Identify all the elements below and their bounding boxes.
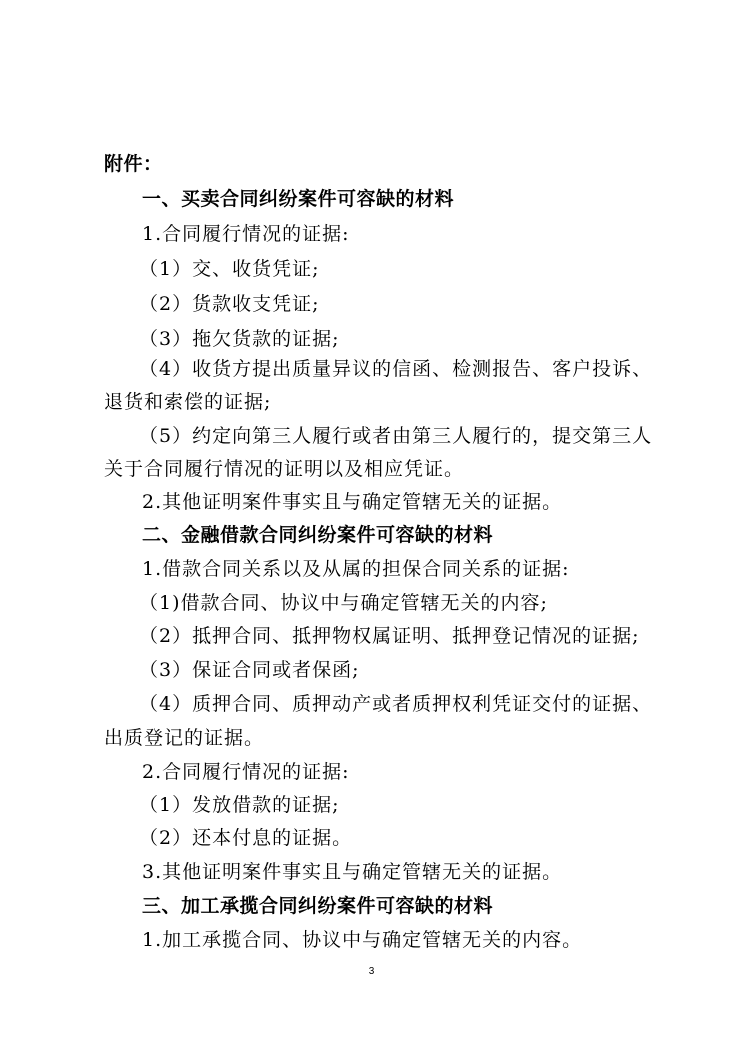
section2-sub4-line1: （4）质押合同、质押动产或者质押权利凭证交付的证据、 bbox=[139, 693, 653, 715]
section2-item2-sub1: （1）发放借款的证据; bbox=[139, 794, 340, 816]
section1-sub5-line2: 关于合同履行情况的证明以及相应凭证。 bbox=[104, 458, 465, 480]
section1-item1: 1.合同履行情况的证据: bbox=[142, 223, 350, 245]
section1-sub4-line1: （4）收货方提出质量异议的信函、检测报告、客户投诉、 bbox=[139, 358, 653, 380]
page-number: 3 bbox=[368, 966, 375, 977]
section1-sub4-line2: 退货和索偿的证据; bbox=[104, 391, 272, 413]
section2-item2-sub2: （2）还本付息的证据。 bbox=[139, 827, 353, 849]
section2-item3: 3.其他证明案件事实且与确定管辖无关的证据。 bbox=[142, 861, 563, 883]
section2-item1: 1.借款合同关系以及从属的担保合同关系的证据: bbox=[142, 558, 570, 580]
section1-sub2: （2）货款收支凭证; bbox=[139, 293, 320, 315]
attachment-label: 附件： bbox=[104, 153, 163, 175]
section2-sub4-line2: 出质登记的证据。 bbox=[104, 727, 265, 749]
section1-sub5-line1: （5）约定向第三人履行或者由第三人履行的，提交第三人 bbox=[139, 425, 653, 447]
section1-item2: 2.其他证明案件事实且与确定管辖无关的证据。 bbox=[142, 491, 563, 513]
section2-sub1: （1)借款合同、协议中与确定管辖无关的内容; bbox=[139, 592, 548, 614]
section3-heading: 三、加工承揽合同纠纷案件可容缺的材料 bbox=[142, 895, 494, 917]
section1-sub3: （3）拖欠货款的证据; bbox=[139, 328, 340, 350]
section2-sub2: （2）抵押合同、抵押物权属证明、抵押登记情况的证据; bbox=[139, 625, 640, 647]
section2-item2: 2.合同履行情况的证据: bbox=[142, 761, 350, 783]
section1-heading: 一、买卖合同纠纷案件可容缺的材料 bbox=[142, 188, 455, 210]
section2-sub3: （3）保证合同或者保函; bbox=[139, 659, 360, 681]
section2-heading: 二、金融借款合同纠纷案件可容缺的材料 bbox=[142, 524, 494, 546]
section1-sub1: （1）交、收货凭证; bbox=[139, 258, 320, 280]
section3-item1: 1.加工承揽合同、协议中与确定管辖无关的内容。 bbox=[142, 929, 583, 951]
